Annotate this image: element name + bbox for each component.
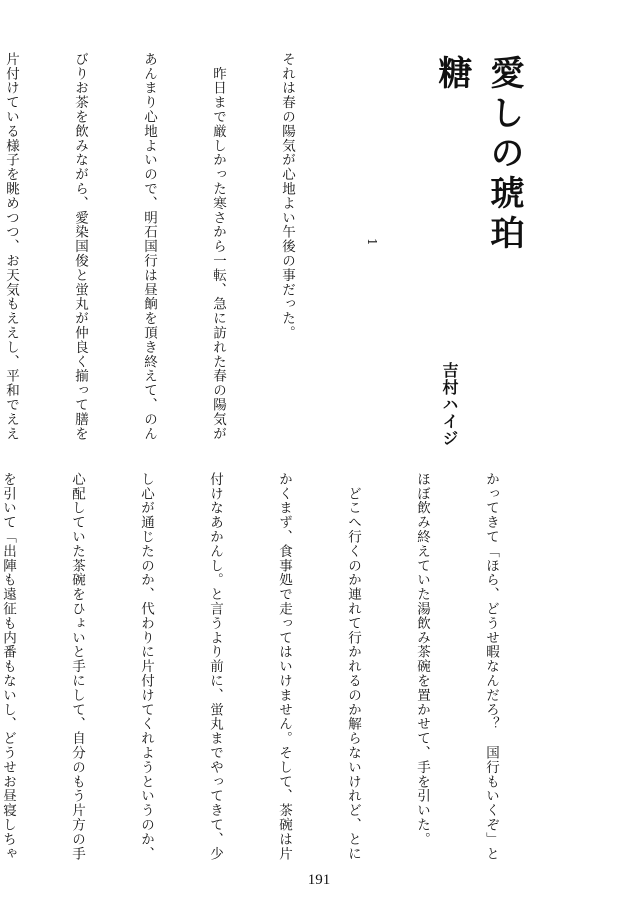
text-line: びりお茶を飲みながら、愛染国俊と蛍丸が仲良く揃って膳を	[72, 52, 88, 441]
text-line: あんまり心地よいので、明石国行は昼餉を頂き終えて、のん	[141, 52, 157, 441]
story-title: 愛しの琥珀糖	[432, 55, 524, 255]
text-line: 昨日まで厳しかった寒さから一転、急に訪れた春の陽気が	[210, 52, 226, 441]
text-line: し心が通じたのか、代わりに片付けてくれようというのか、	[138, 472, 154, 861]
author-name: 吉村ハイジ	[440, 362, 459, 447]
text-line: かくまず、食事処で走ってはいけません。そして、茶碗は片	[276, 472, 292, 861]
text-line: それは春の陽気が心地よい午後の事だった。	[279, 52, 295, 340]
text-line: かってきて「ほら、どうせ暇なんだろ？ 国行もいくぞ」と	[483, 472, 499, 861]
page-number: 191	[307, 872, 331, 888]
text-line: どこへ行くのか連れて行かれるのか解らないけれど、とに	[345, 472, 361, 861]
bottom-text-block	[0, 472, 548, 867]
text-line: 付けなあかんし。と言うより前に、蛍丸までやってきて、少	[207, 472, 223, 861]
chapter-number: 1	[365, 238, 379, 246]
top-text-block	[3, 52, 344, 457]
text-line: ほぼ飲み終えていた湯飲み茶碗を置かせて、手を引いた。	[414, 472, 430, 847]
text-line: 片付けている様子を眺めつつ、お天気もええし、平和でええ	[3, 52, 19, 441]
text-line: 心配していた茶碗をひょいと手にして、自分のもう片方の手	[69, 472, 85, 861]
text-line: を引いて「出陣も遠征も内番もないし、どうせお昼寝しちゃ	[0, 472, 16, 861]
